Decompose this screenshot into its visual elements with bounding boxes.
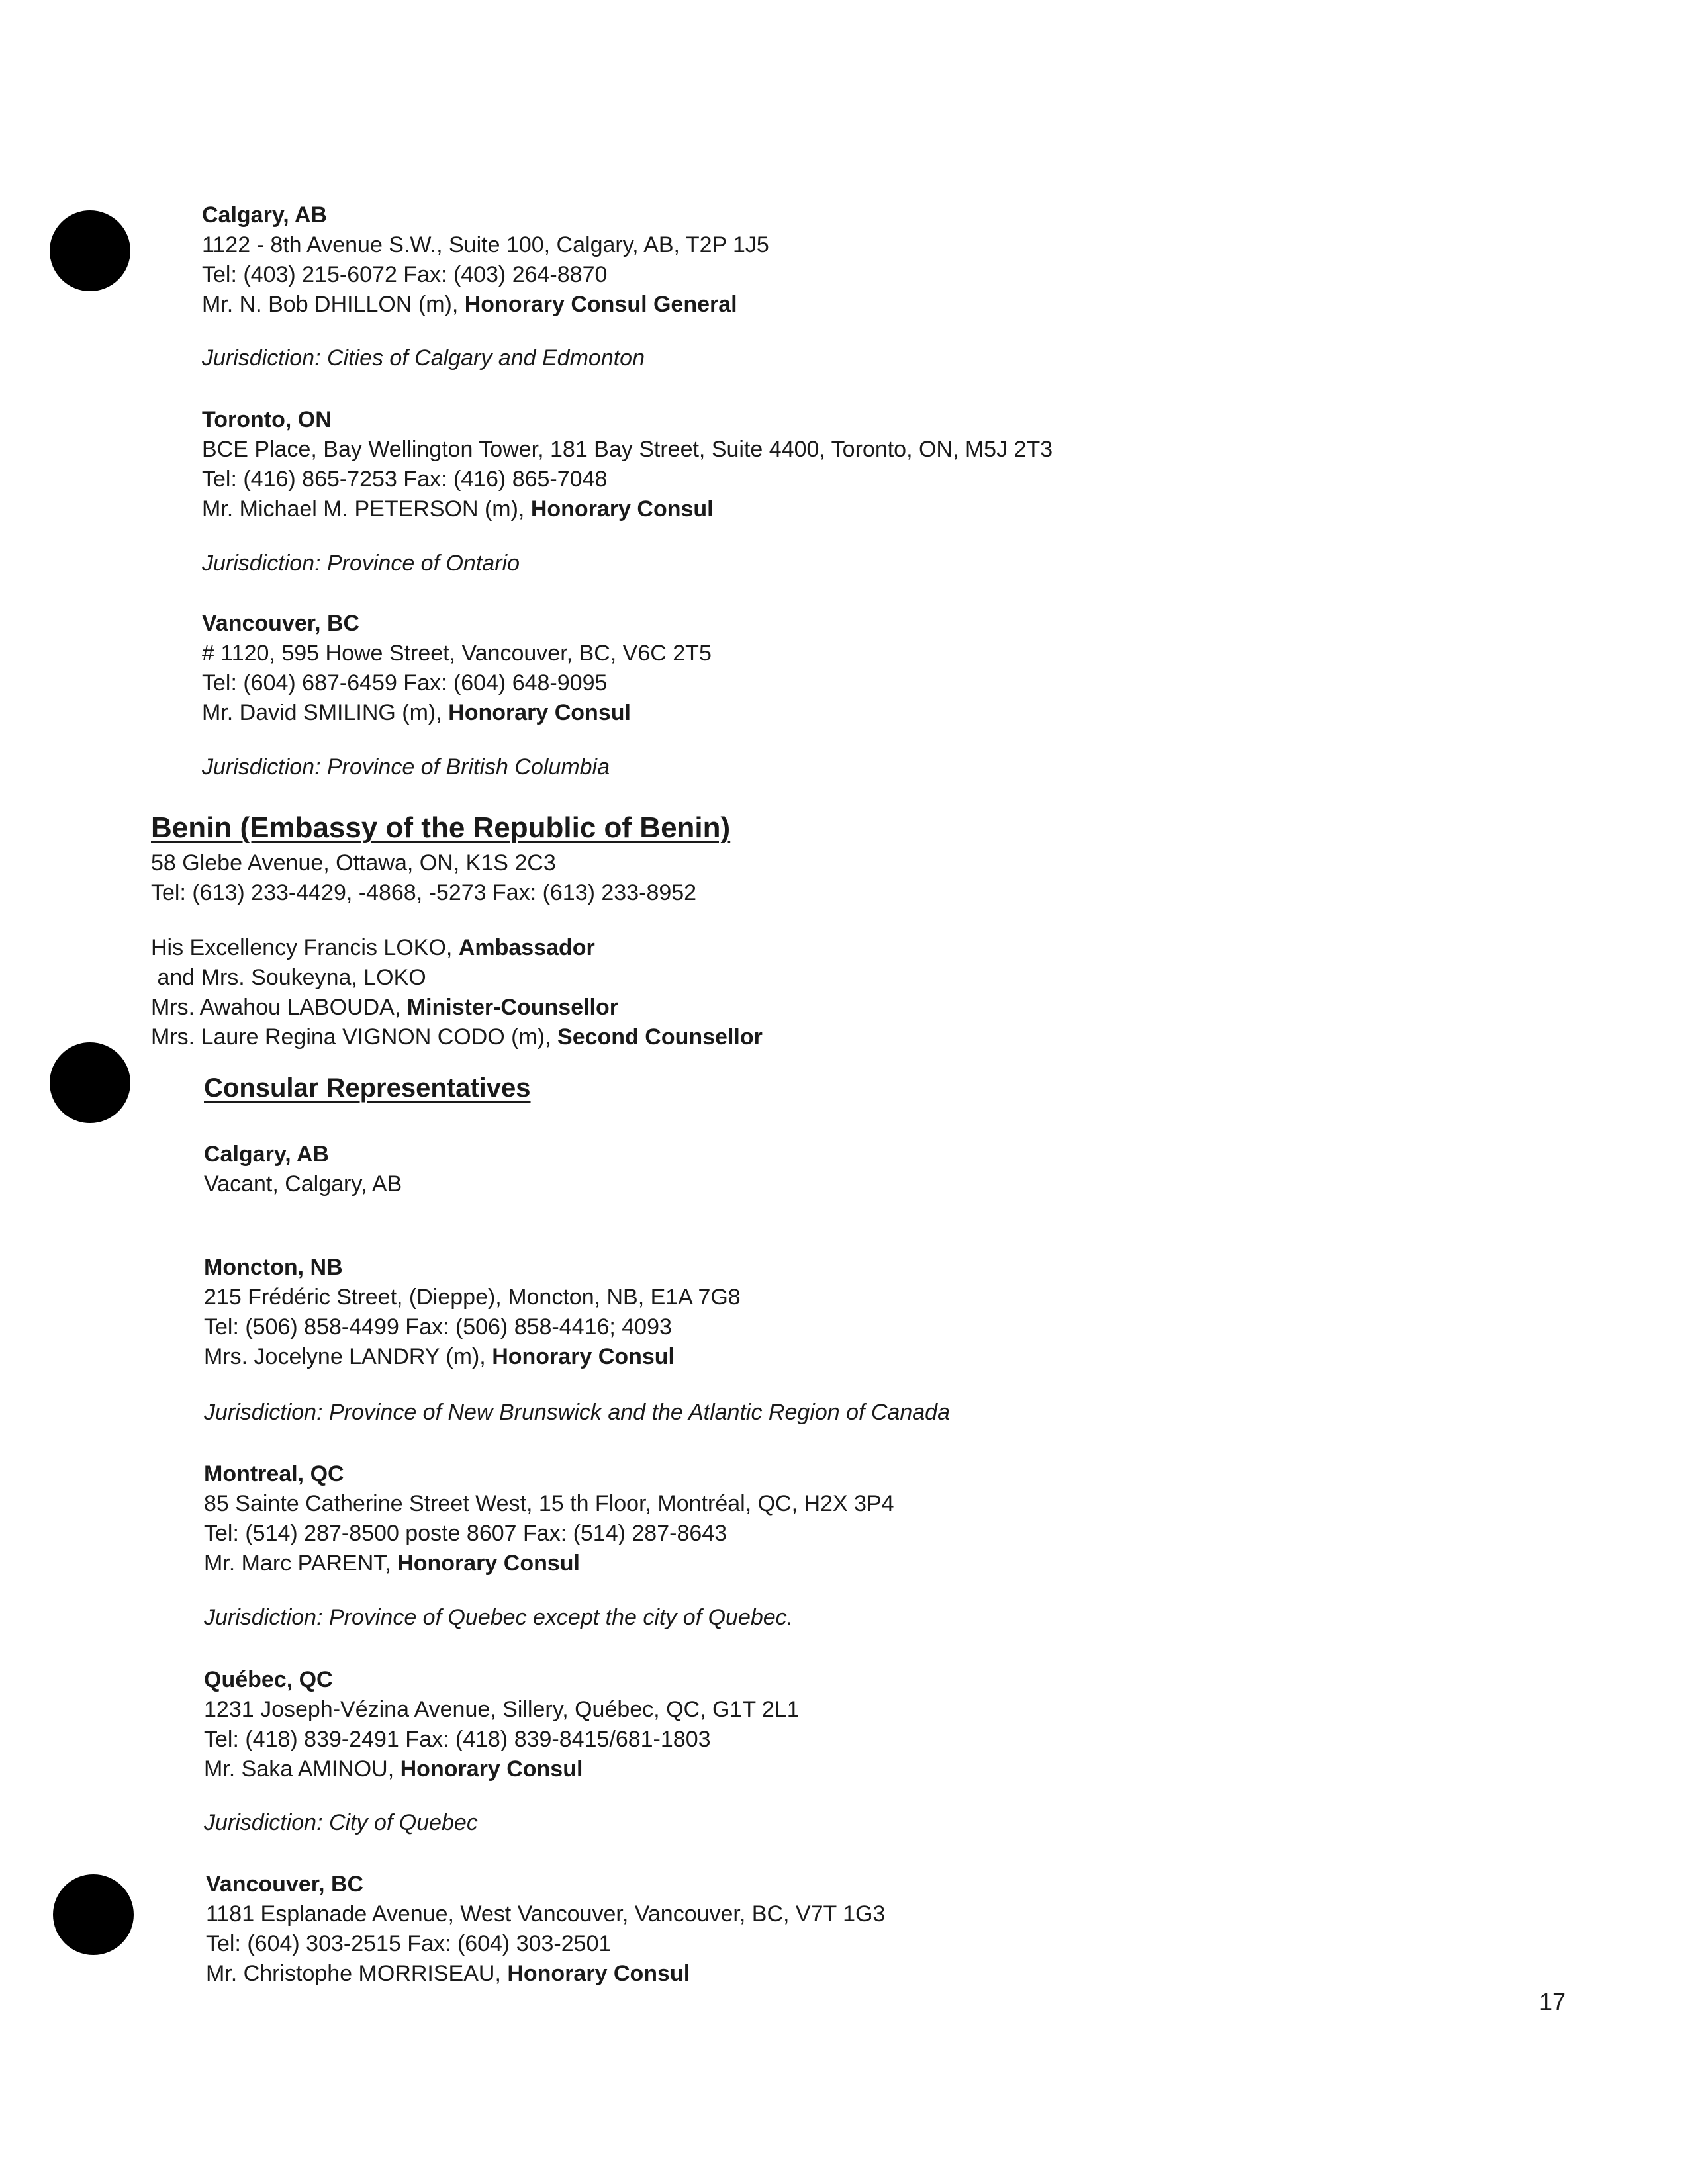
embassy-address: 58 Glebe Avenue, Ottawa, ON, K1S 2C3 bbox=[151, 850, 556, 876]
entry-person-name: Mr. N. Bob DHILLON (m), bbox=[202, 292, 465, 317]
entry-address: BCE Place, Bay Wellington Tower, 181 Bay Street, Suite 4400, Toronto, ON, M5J 2T3 bbox=[202, 437, 1053, 462]
entry-person bbox=[202, 494, 1053, 524]
entry-city: Montreal, QC bbox=[204, 1461, 344, 1486]
entry-person bbox=[204, 1549, 894, 1578]
entry-jurisdiction: Jurisdiction: Province of Ontario bbox=[202, 551, 520, 576]
staff-title: Minister-Counsellor bbox=[406, 995, 618, 1020]
consulate-entry-vancouver-west bbox=[206, 1870, 885, 1989]
staff-member bbox=[151, 993, 763, 1023]
entry-city: Vancouver, BC bbox=[202, 611, 360, 636]
consulate-entry-calgary-vacant bbox=[204, 1140, 402, 1199]
entry-city: Québec, QC bbox=[204, 1667, 333, 1692]
entry-city: Vancouver, BC bbox=[206, 1872, 364, 1897]
entry-person bbox=[202, 698, 712, 728]
consulate-entry-vancouver bbox=[202, 609, 712, 728]
entry-city: Toronto, ON bbox=[202, 407, 332, 432]
staff-name: and Mrs. Soukeyna, LOKO bbox=[151, 965, 426, 990]
entry-person bbox=[204, 1754, 800, 1784]
entry-phone: Tel: (418) 839-2491 Fax: (418) 839-8415/681-1803 bbox=[204, 1727, 711, 1752]
entry-person bbox=[204, 1342, 741, 1372]
staff-title: Ambassador bbox=[458, 935, 595, 960]
punch-hole-bottom bbox=[53, 1874, 134, 1955]
embassy-contact bbox=[151, 848, 696, 908]
entry-person bbox=[206, 1959, 885, 1989]
entry-jurisdiction: Jurisdiction: Province of New Brunswick and the Atlantic Region of Canada bbox=[204, 1400, 950, 1425]
entry-city: Moncton, NB bbox=[204, 1255, 343, 1280]
entry-jurisdiction: Jurisdiction: Province of Quebec except the city of Quebec. bbox=[204, 1605, 794, 1630]
punch-hole-middle bbox=[50, 1042, 130, 1123]
entry-address: Vacant, Calgary, AB bbox=[204, 1171, 402, 1197]
entry-person-name: Mr. Marc PARENT, bbox=[204, 1551, 398, 1576]
entry-person-name: Mr. David SMILING (m), bbox=[202, 700, 449, 725]
entry-phone: Tel: (506) 858-4499 Fax: (506) 858-4416; 4093 bbox=[204, 1314, 672, 1340]
consulate-entry-moncton bbox=[204, 1253, 741, 1372]
entry-phone: Tel: (514) 287-8500 poste 8607 Fax: (514) 287-8643 bbox=[204, 1521, 727, 1546]
embassy-phone: Tel: (613) 233-4429, -4868, -5273 Fax: (613) 233-8952 bbox=[151, 880, 697, 905]
entry-jurisdiction: Jurisdiction: City of Quebec bbox=[204, 1810, 478, 1835]
consular-representatives-heading: Consular Representatives bbox=[204, 1073, 531, 1103]
consulate-entry-montreal bbox=[204, 1459, 894, 1578]
entry-person-name: Mr. Saka AMINOU, bbox=[204, 1756, 400, 1782]
entry-phone: Tel: (403) 215-6072 Fax: (403) 264-8870 bbox=[202, 262, 608, 287]
entry-jurisdiction: Jurisdiction: Province of British Columbia bbox=[202, 754, 610, 780]
entry-title: Honorary Consul bbox=[400, 1756, 583, 1782]
entry-address: # 1120, 595 Howe Street, Vancouver, BC, V6C 2T5 bbox=[202, 641, 712, 666]
entry-title: Honorary Consul bbox=[397, 1551, 580, 1576]
entry-address: 1181 Esplanade Avenue, West Vancouver, Vancouver, BC, V7T 1G3 bbox=[206, 1901, 886, 1927]
entry-title: Honorary Consul bbox=[448, 700, 631, 725]
consulate-entry-toronto bbox=[202, 405, 1053, 524]
entry-phone: Tel: (416) 865-7253 Fax: (416) 865-7048 bbox=[202, 467, 608, 492]
country-heading-benin: Benin (Embassy of the Republic of Benin) bbox=[151, 811, 731, 844]
consulate-entry-quebec bbox=[204, 1665, 800, 1784]
entry-phone: Tel: (604) 303-2515 Fax: (604) 303-2501 bbox=[206, 1931, 612, 1956]
entry-title: Honorary Consul bbox=[492, 1344, 675, 1369]
page-number: 17 bbox=[1539, 1988, 1566, 2015]
entry-jurisdiction: Jurisdiction: Cities of Calgary and Edmonton bbox=[202, 345, 645, 371]
entry-address: 85 Sainte Catherine Street West, 15 th Floor, Montréal, QC, H2X 3P4 bbox=[204, 1491, 894, 1516]
staff-name: His Excellency Francis LOKO, bbox=[151, 935, 459, 960]
entry-title: Honorary Consul bbox=[507, 1961, 690, 1986]
punch-hole-top bbox=[50, 210, 130, 291]
entry-city: Calgary, AB bbox=[204, 1142, 329, 1167]
entry-address: 1122 - 8th Avenue S.W., Suite 100, Calgary, AB, T2P 1J5 bbox=[202, 232, 769, 257]
entry-address: 1231 Joseph-Vézina Avenue, Sillery, Québec, QC, G1T 2L1 bbox=[204, 1697, 800, 1722]
entry-person-name: Mrs. Jocelyne LANDRY (m), bbox=[204, 1344, 492, 1369]
staff-name: Mrs. Laure Regina VIGNON CODO (m), bbox=[151, 1024, 558, 1050]
staff-member bbox=[151, 1023, 763, 1052]
entry-person-name: Mr. Christophe MORRISEAU, bbox=[206, 1961, 508, 1986]
staff-name: Mrs. Awahou LABOUDA, bbox=[151, 995, 407, 1020]
consulate-entry-calgary bbox=[202, 201, 769, 320]
entry-title: Honorary Consul General bbox=[464, 292, 737, 317]
entry-title: Honorary Consul bbox=[530, 496, 714, 522]
entry-person-name: Mr. Michael M. PETERSON (m), bbox=[202, 496, 531, 522]
entry-phone: Tel: (604) 687-6459 Fax: (604) 648-9095 bbox=[202, 670, 608, 696]
staff-member bbox=[151, 963, 763, 993]
entry-city: Calgary, AB bbox=[202, 203, 327, 228]
entry-person bbox=[202, 290, 769, 320]
embassy-staff-list bbox=[151, 933, 763, 1052]
staff-member bbox=[151, 933, 763, 963]
staff-title: Second Counsellor bbox=[557, 1024, 763, 1050]
entry-address: 215 Frédéric Street, (Dieppe), Moncton, NB, E1A 7G8 bbox=[204, 1285, 741, 1310]
